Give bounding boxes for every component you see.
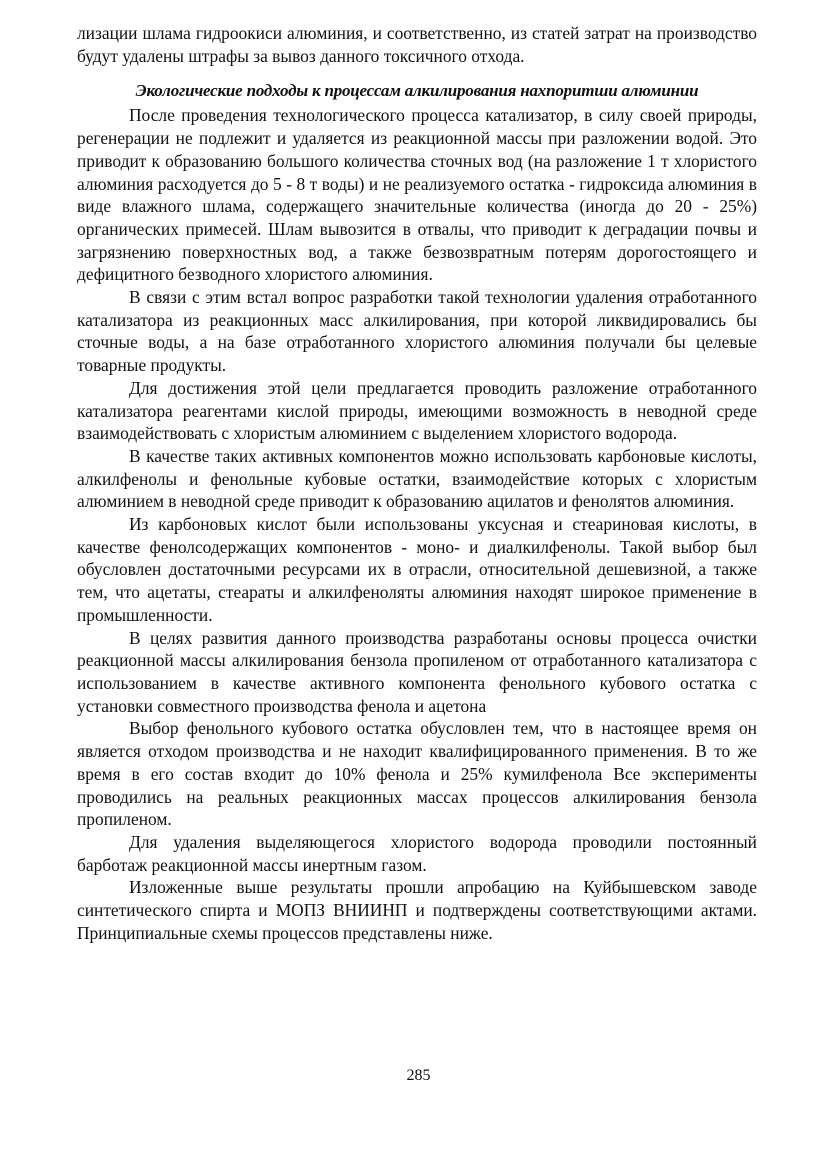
section-heading: Экологические подходы к процессам алкилирования нахпоритши алюминии (135, 81, 699, 101)
paragraph-2: В связи с этим встал вопрос разработки такой технологии удаления отработанного катализатора из реакционных масс алкилирования, при которой ликвидировались бы сточные воды, а на базе отработанного хлористого алюминия получали бы целевые товарные продукты. (77, 287, 757, 376)
paragraph-6: В целях развития данного производства разработаны основы процесса очистки реакционной массы алкилирования бензола пропиленом от отработанного катализатора с использованием в качестве активного компонента фенольного кубового остатка с установки совместного производства фенола и ацетона (77, 627, 757, 716)
paragraph-5: Из карбоновых кислот были использованы уксусная и стеариновая кислоты, в качестве фенолсодержащих компонентов - моно- и диалкилфенолы. Такой выбор был обусловлен достаточными ресурсами их в отрасли, относительной дешевизной, а также тем, что ацетаты, стеараты и алкилфеноляты алюминия находят широкое применение в промышленности. (77, 514, 757, 625)
paragraph-7: Выбор фенольного кубового остатка обусловлен тем, что в настоящее время он является отходом производства и не находит квалифицированного применения. В то же время в его состав входит до 10% фенола и 25% кумилфенола Все эксперименты проводились на реальных реакционных массах процессов алкилирования бензола пропиленом. (77, 718, 757, 830)
page-body (77, 22, 757, 944)
paragraph-3: Для достижения этой цели предлагается проводить разложение отработанного катализатора реагентами кислой природы, имеющими возможность в неводной среде взаимодействовать с хлористым алюминием с выделением хлористого водорода. (77, 377, 757, 444)
page-number: 285 (406, 1067, 431, 1084)
paragraph-8: Для удаления выделяющегося хлористого водорода проводили постоянный барботаж реакционной массы инертным газом. (77, 831, 757, 875)
paragraph-1: После проведения технологического процесса катализатор, в силу своей природы, регенерации не подлежит и удаляется из реакционной массы при разложении водой. Это приводит к образованию большого количества сточных вод (на разложение 1 т хлористого алюминия расходуется до 5 - 8 т воды) и не реализуемого остатка - гидроксида алюминия в виде влажного шлама, содержащего значительные количества (иногда до 20 - 25%) органических примесей. Шлам вывозится в отвалы, что приводит к деградации почвы и загрязнению поверхностных вод, а также безвозвратным потерям дорогостоящего и дефицитного безводного хлористого алюминия. (77, 105, 757, 285)
paragraph-9: Изложенные выше результаты прошли апробацию на Куйбышевском заводе синтетического спирта и МОПЗ ВНИИНП и подтверждены соответствующими актами. Принципиальные схемы процессов представлены ниже. (77, 877, 757, 943)
intro-paragraph: лизации шлама гидроокиси алюминия, и соответственно, из статей затрат на производство будут удалены штрафы за вывоз данного токсичного отхода. (77, 23, 757, 66)
paragraph-4: В качестве таких активных компонентов можно использовать карбоновые кислоты, алкилфенолы и фенольные кубовые остатки, взаимодействие которых с хлористым алюминием в неводной среде приводит к образованию ацилатов и фенолятов алюминия. (77, 445, 757, 512)
